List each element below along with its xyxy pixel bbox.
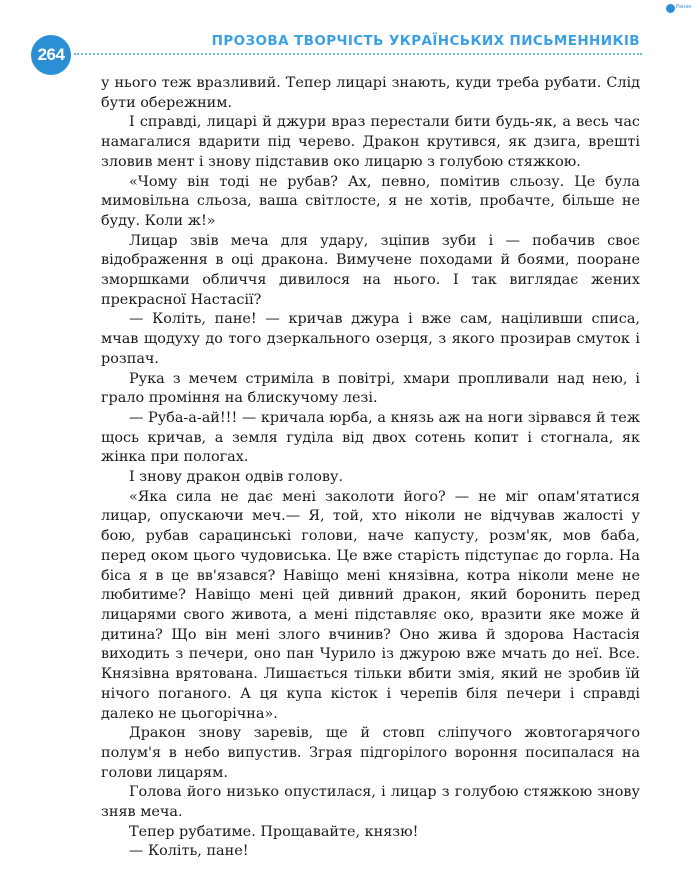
paragraph: — Коліть, пане! <box>129 843 249 860</box>
section-title: ПРОЗОВА ТВОРЧІСТЬ УКРАЇНСЬКИХ ПИСЬМЕННИКІВ <box>211 33 640 49</box>
paragraph: Тепер рубатиме. Прощавайте, князю! <box>129 823 419 840</box>
paragraph: І справді, лицарі й джури враз перестали бити будь-як, а весь час намагалися вдарити під черево. Дракон крутився, як дзига, врешті зловив мент і знову підставив око лицарю з голубою стяжкою. <box>101 114 640 170</box>
paragraph: «Яка сила не дає мені заколоти його? — не міг опам'ятатися лицар, опускаючи меч.— Я, той, хто ніколи не відчував жалості у бою, рубав сарацинські голови, наче капусту, розм'як, мов баба, перед оком цього чудовиська. Це вже старість підступає до горла. На біса я в це вв'язався? Навіщо мені князівна, котра ніколи мене не любитиме? Навіщо мені цей дивний дракон, який боронить перед лицарями свого живота, а мені підставляє око, вразити яке може й дитина? Що він мені злого вчинив? Оно жива й здорова Настасія виходить з печери, оно пан Чурило із джурою вже мчать до неї. Все. Князівна врятована. Лишається тільки вбити змія, який не зробив їй нічого поганого. А ця купа кісток і черепів біля печери і справді далеко не цьогорічна». <box>101 488 640 722</box>
paragraph: Рука з мечем стриміла в повітрі, хмари пропливали над нею, і грало проміння на блискучому лезі. <box>101 370 640 407</box>
publisher-logo-text: Ранок <box>676 4 692 10</box>
publisher-logo <box>666 2 694 16</box>
paragraph: Голова його низько опустилася, і лицар з голубою стяжкою знову зняв меча. <box>101 784 640 821</box>
paragraph: Дракон знову заревів, ще й стовп сліпучого жовтогарячого полум'я в небо випустив. Зграя підгорілого вороння посипалася на голови лицарям. <box>101 725 640 781</box>
paragraph: — Руба-а-ай!!! — кричала юрба, а князь аж на ноги зірвався й теж щось кричав, а земля гуділа від двох сотень копит і стогнала, як жінка при пологах. <box>101 409 640 466</box>
paragraph: у нього теж вразливий. Тепер лицарі знають, куди треба рубати. Слід бути обережним. <box>101 75 640 111</box>
paragraph: — Коліть, пане! — кричав джура і вже сам, націливши списа, мчав щодуху до того дзеркального озерця, з якого прозирав смуток і розпач. <box>101 311 640 367</box>
paragraph: І знову дракон одвів голову. <box>129 469 344 486</box>
page-number: 264 <box>31 35 71 75</box>
publisher-logo-icon <box>666 4 675 13</box>
header-dotted-rule <box>74 53 642 55</box>
body-text <box>101 74 640 862</box>
paragraph: Лицар звів меча для удару, зціпив зуби і — побачив своє відображення в оці дракона. Вимучене походами й боями, пооране зморшками обличчя дивилося на нього. І так виглядає жених прекрасної Настасії? <box>101 232 640 308</box>
paragraph: «Чому він тоді не рубав? Ах, певно, помітив сльозу. Це була мимовільна сльоза, ваша світлосте, я не хотів, пробачте, більше не буду. Коли ж!» <box>101 173 640 229</box>
